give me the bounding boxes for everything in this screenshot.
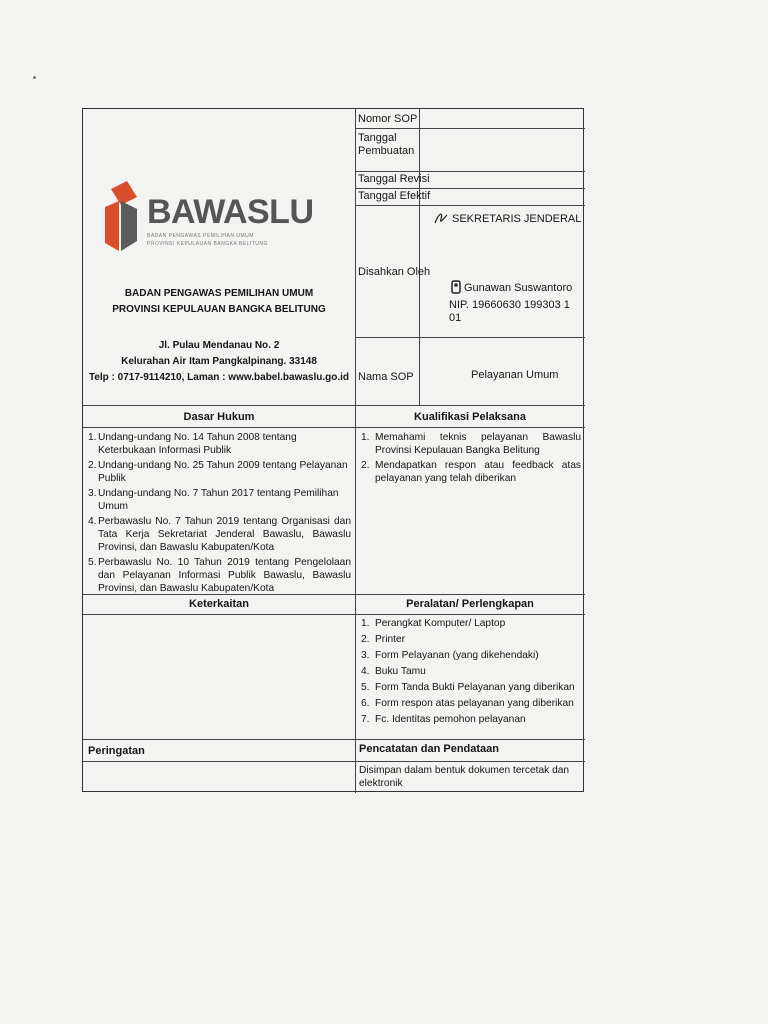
organization-line-2: PROVINSI KEPULAUAN BANGKA BELITUNG [112,304,326,315]
tanggal-efektif-label: Tanggal Efektif [358,190,431,202]
list-item: 2. Mendapatkan respon atau feedback atas pelayanan yang telah diberikan [361,460,581,484]
list-item: 2. Undang-undang No. 25 Tahun 2009 tentang Pelayanan Publik [88,460,348,484]
meta-row-line [355,128,585,129]
organization-line-1: BADAN PENGAWAS PEMILIHAN UMUM [124,288,314,299]
contact-line: Telp : 0717-9114210, Laman : www.babel.bawaslu.go.id [88,372,350,383]
person-seal-icon [450,280,462,294]
list-item: 1. Undang-undang No. 14 Tahun 2008 tentang Keterbukaan Informasi Publik [88,432,297,456]
authority-nip: NIP. 19660630 199303 1 01 [449,299,570,324]
kualifikasi-list [361,431,581,487]
list-item: 1. Perangkat Komputer/ Laptop [361,618,506,629]
signature-icon [433,211,449,227]
meta-divider [419,109,420,405]
list-item: 5. Form Tanda Bukti Pelayanan yang diberikan [361,682,575,693]
list-item: 4. Buku Tamu [361,666,426,677]
pencatatan-value: Disimpan dalam bentuk dokumen tercetak dan elektronik [359,765,570,789]
authority-title: SEKRETARIS JENDERAL [452,213,582,225]
nomor-sop-label: Nomor SOP [358,113,418,125]
authority-name: Gunawan Suswantoro [464,282,573,294]
section-line [83,761,585,762]
list-item: 1. Memahami teknis pelayanan Bawaslu Provinsi Kepulauan Bangka Belitung [361,432,581,456]
logo-name: BAWASLU [147,193,314,231]
list-item: 6. Form respon atas pelayanan yang diberikan [361,698,574,709]
keterkaitan-title: Keterkaitan [189,598,249,610]
organization-name [83,287,355,316]
list-item: 5. Perbawaslu No. 10 Tahun 2019 tentang Pengelolaan dan Pelayanan Informasi Publik Bawaslu, Bawaslu Provinsi, dan Bawaslu Kabupaten/Kota [88,557,351,594]
logo-subline-1: BADAN PENGAWAS PEMILIHAN UMUM [147,233,254,239]
tanggal-revisi-label: Tanggal Revisi [358,173,430,185]
list-item: 7. Fc. Identitas pemohon pelayanan [361,714,526,725]
meta-row-line [355,171,585,172]
nama-sop-value: Pelayanan Umum [471,369,559,381]
dasar-hukum-title: Dasar Hukum [183,411,255,423]
list-item: 3. Undang-undang No. 7 Tahun 2017 tentang Pemilihan Umum [88,488,339,512]
ballot-logo-icon [103,179,143,255]
dasar-hukum-list [88,431,351,597]
peralatan-list [361,617,581,729]
organization-address [83,339,355,384]
tanggal-pembuatan-label: Tanggal Pembuatan [358,132,415,157]
address-line-1: Jl. Pulau Mendanau No. 2 [158,340,280,351]
bawaslu-logo [103,179,314,259]
disahkan-oleh-label: Disahkan Oleh [358,266,431,278]
list-item: 4. Perbawaslu No. 7 Tahun 2019 tentang Organisasi dan Tata Kerja Sekretariat Jenderal Bawaslu, Bawaslu Provinsi, dan Bawaslu Kabupaten/Kota [88,516,351,553]
kualifikasi-title: Kualifikasi Pelaksana [414,411,526,423]
logo-subline-2: PROVINSI KEPULAUAN BANGKA BELITUNG [147,241,268,247]
section-line [83,405,585,406]
peringatan-title: Peringatan [88,745,145,757]
meta-row-line [355,188,585,189]
nama-sop-label: Nama SOP [358,371,414,383]
section-line [83,614,585,615]
address-line-2: Kelurahan Air Itam Pangkalpinang. 33148 [121,356,317,367]
meta-row-line [355,337,585,338]
peralatan-title: Peralatan/ Perlengkapan [406,598,534,610]
list-item: 2. Printer [361,634,406,645]
list-item: 3. Form Pelayanan (yang dikehendaki) [361,650,539,661]
meta-row-line [355,205,585,206]
sop-document [82,108,584,792]
main-divider [355,109,356,793]
pencatatan-title: Pencatatan dan Pendataan [359,743,499,755]
section-line [83,427,585,428]
scan-mark [33,76,36,79]
section-line [83,739,585,740]
